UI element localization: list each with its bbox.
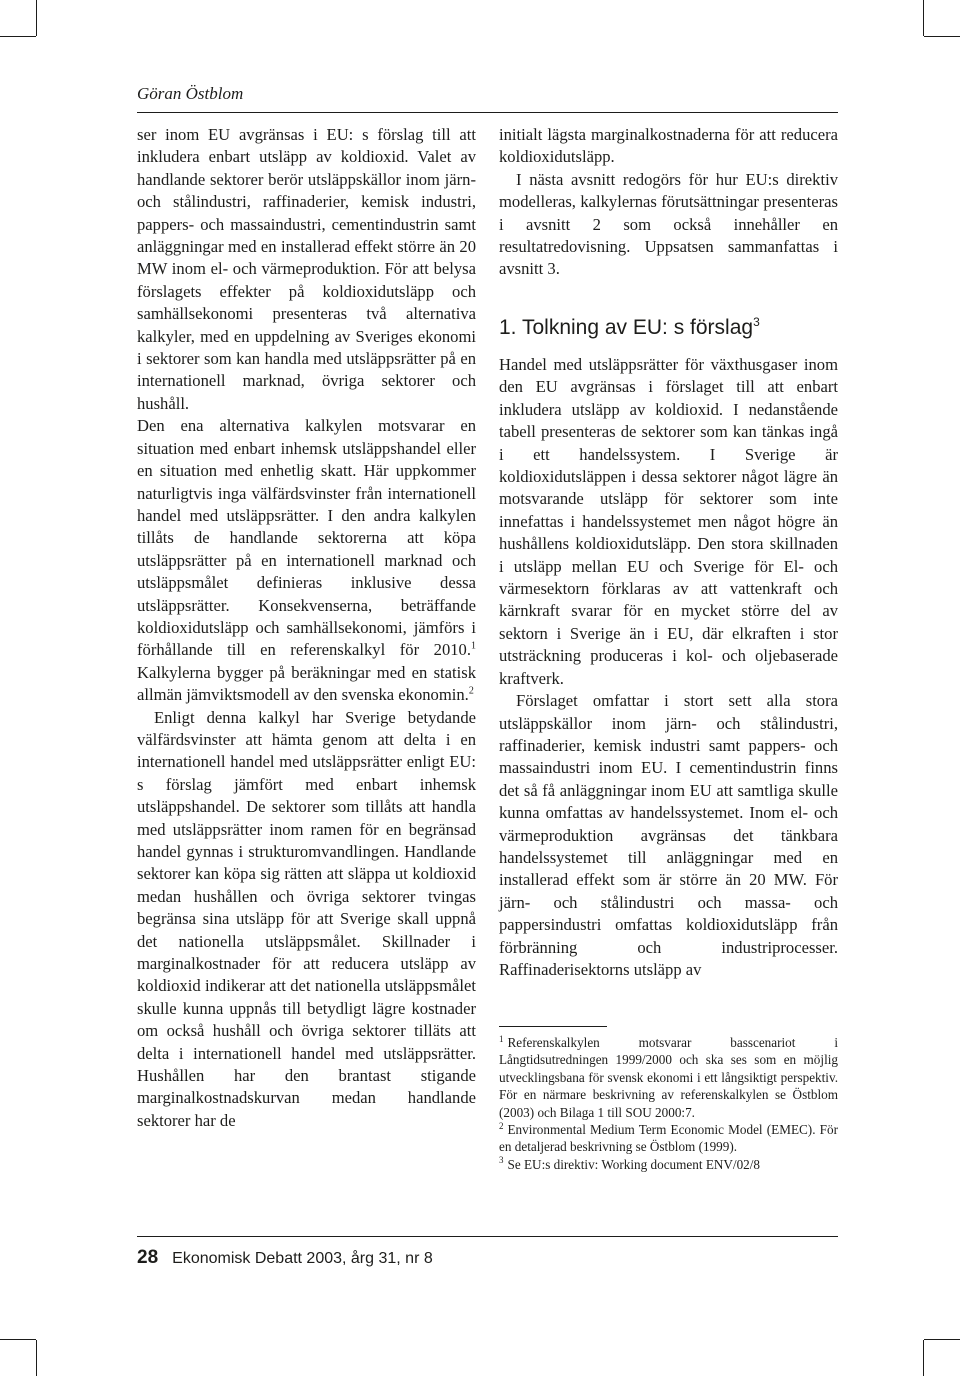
footnote-number: 2: [499, 1120, 504, 1131]
crop-mark: [36, 1340, 37, 1376]
section-heading-text: 1. Tolkning av EU: s förslag: [499, 316, 754, 339]
right-paragraph-2: I nästa avsnitt redogörs för hur EU:s direktiv modelleras, kalkylernas förutsättningar presenteras i avsnitt 2 som också innehåller en resultatredovisning. Uppsatsen sammanfattas i avsnitt 3.: [499, 169, 838, 279]
footnotes: [499, 1034, 838, 1173]
footnote-ref-2: 2: [468, 685, 474, 697]
footnote-text: Referenskalkylen motsvarar basscenariot i Långtidsutredningen 1999/2000 och ska ses som en möjlig utvecklingsbana för svensk ekonomi i ett långsiktigt perspektiv. För en närmare beskrivning av referenskalkylen se Östblom (2003) och Bilaga 1 till SOU 2000:7.: [499, 1035, 838, 1120]
right-column-top: [499, 124, 838, 281]
page-number: 28: [137, 1247, 159, 1268]
crop-mark: [0, 1339, 36, 1340]
section-paragraph-2: Förslaget omfattar i stort sett alla stora utsläppskällor inom järn- och stålindustri, raffinaderier, kemisk industri samt pappers- och massaindustri inom EU. I cementindustrin finns det så få anläggningar inom EU att samtliga skulle kunna omfattas av handelssystemet. Inom el- och värmeproduktion avgränsas det tänkbara handelssystemet till anläggningar med en installerad effekt som är större än 20 MW. För järn- och stålindustri och massa- och pappersindustri omfattas koldioxidutsläpp från förbränning och industriprocesser. Raffinaderisektorns utsläpp av: [499, 691, 838, 979]
footnote-text: Se EU:s direktiv: Working document ENV/02/8: [507, 1156, 761, 1172]
footer-rule: [137, 1236, 838, 1237]
journal-reference: Ekonomisk Debatt 2003, årg 31, nr 8: [172, 1250, 433, 1267]
crop-mark: [923, 0, 924, 36]
left-paragraph-2b-text: Kalkylerna bygger på beräkningar med en statisk allmän jämviktsmodell av den svenska ekonomin.: [137, 662, 476, 705]
right-paragraph-1: initialt lägsta marginalkostnaderna för att reducera koldioxidutsläpp.: [499, 125, 838, 167]
footnote-text: Environmental Medium Term Economic Model (EMEC). För en detaljerad beskrivning se Östblom (1999).: [499, 1122, 838, 1155]
section-paragraph-1: Handel med utsläppsrätter för växthusgaser inom den EU avgränsas i förslaget till att enbart inkludera utsläpp av koldioxid. I nedanstående tabell presenteras de sektorer som kan tänkas ingå i ett handelssystem. I Sverige är koldioxidutsläppen i dessa sektorer något lägre än motsvarande utsläpp för sektorer som inte innefattas i handelssystemet men något högre än hushållens koldioxidutsläpp. Den stora skillnaden i utsläpp mellan EU och Sverige för El- och värmesektorn förklaras av att vattenkraft och kärnkraft svarar för en mycket större del av sektorn i Sverige än i EU, där elkraften i stor utsträckning produceras i kol- och oljebaserade kraftverk.: [499, 355, 838, 688]
left-paragraph-3: Enligt denna kalkyl har Sverige betydande välfärdsvinster att hämta genom att delta i en internationell handel med utsläppsrätter enligt EU: s förslag jämfört med enbart inhemsk utsläppshandel. De sektorer som tillåts att handla med utsläppsrätter inom ramen för en begränsad handel gynnas i strukturomvandlingen. Handlande sektorer kan köpa sig rätten att släppa ut koldioxid medan hushållen och övriga sektorer tvingas begränsa sina utsläpp för att Sverige skall uppnå det nationella utsläppsmålet. Skillnader i marginalkostnader för att reducera utsläpp av koldioxid indikerar att det nationella utsläppsmålet skulle kunna uppnås till betydligt lägre kostnader om också hushåll och övriga sektorer tilläts att delta i internationell handel med utsläppsrätter. Hushållen har den brantast stigande marginalkostnadskurvan medan handlande sektorer har de: [137, 707, 476, 1130]
footnote-rule: [499, 1026, 607, 1027]
folio: [137, 1247, 433, 1269]
footnote-ref-1: 1: [471, 640, 476, 652]
footnote-ref-3: 3: [753, 315, 760, 329]
right-column-section: [499, 354, 838, 981]
left-paragraph-1: ser inom EU avgränsas i EU: s förslag till att inkludera enbart utsläpp av koldioxid. Valet av handlande sektorer berör utsläppskällor inom järn- och stålindustri, raffinaderier, kemisk industri, pappers- och massaindustri, cementindustrin samt anläggningar med en installerad effekt större än 20 MW inom el- och värmeproduktion. För att belysa förslagets effekter på koldioxidutsläpp och samhällsekonomi presenteras två alternativa kalkyler, med en uppdelning av Sveriges ekonomi i sektorer som kan handla med utsläppsrätter på en internationell marknad, övriga sektorer och hushåll.: [137, 125, 476, 413]
crop-mark: [923, 1340, 924, 1376]
crop-mark: [36, 0, 37, 36]
left-paragraph-2-text: Den ena alternativa kalkylen motsvarar en situation med enbart inhemsk utsläppshandel eller en situation med enhetlig skatt. Här uppkommer naturligtvis inga välfärdsvinster från internationell handel med utsläppsrätter. I den andra kalkylen tillåts de handlande sektorerna att köpa utsläppsrätter på en internationell marknad och utsläppsmålet definieras inklusive dessa utsläppsrätter. Konsekvenserna, beträffande koldioxidutsläpp och samhällsekonomi, jämförs i förhållande till en referenskalkyl för 2010.: [137, 416, 476, 660]
footnote-number: 3: [499, 1155, 504, 1166]
footnote-1: [499, 1034, 838, 1121]
left-paragraph-2: [137, 415, 476, 706]
footnote-3: [499, 1156, 838, 1173]
left-column: [137, 124, 476, 1132]
footnote-number: 1: [499, 1033, 504, 1044]
running-head-author: Göran Östblom: [137, 84, 244, 103]
crop-mark: [924, 1339, 960, 1340]
section-heading: [499, 315, 760, 341]
header-rule: [137, 112, 838, 113]
footnote-2: [499, 1121, 838, 1156]
crop-mark: [0, 36, 36, 37]
crop-mark: [924, 36, 960, 37]
